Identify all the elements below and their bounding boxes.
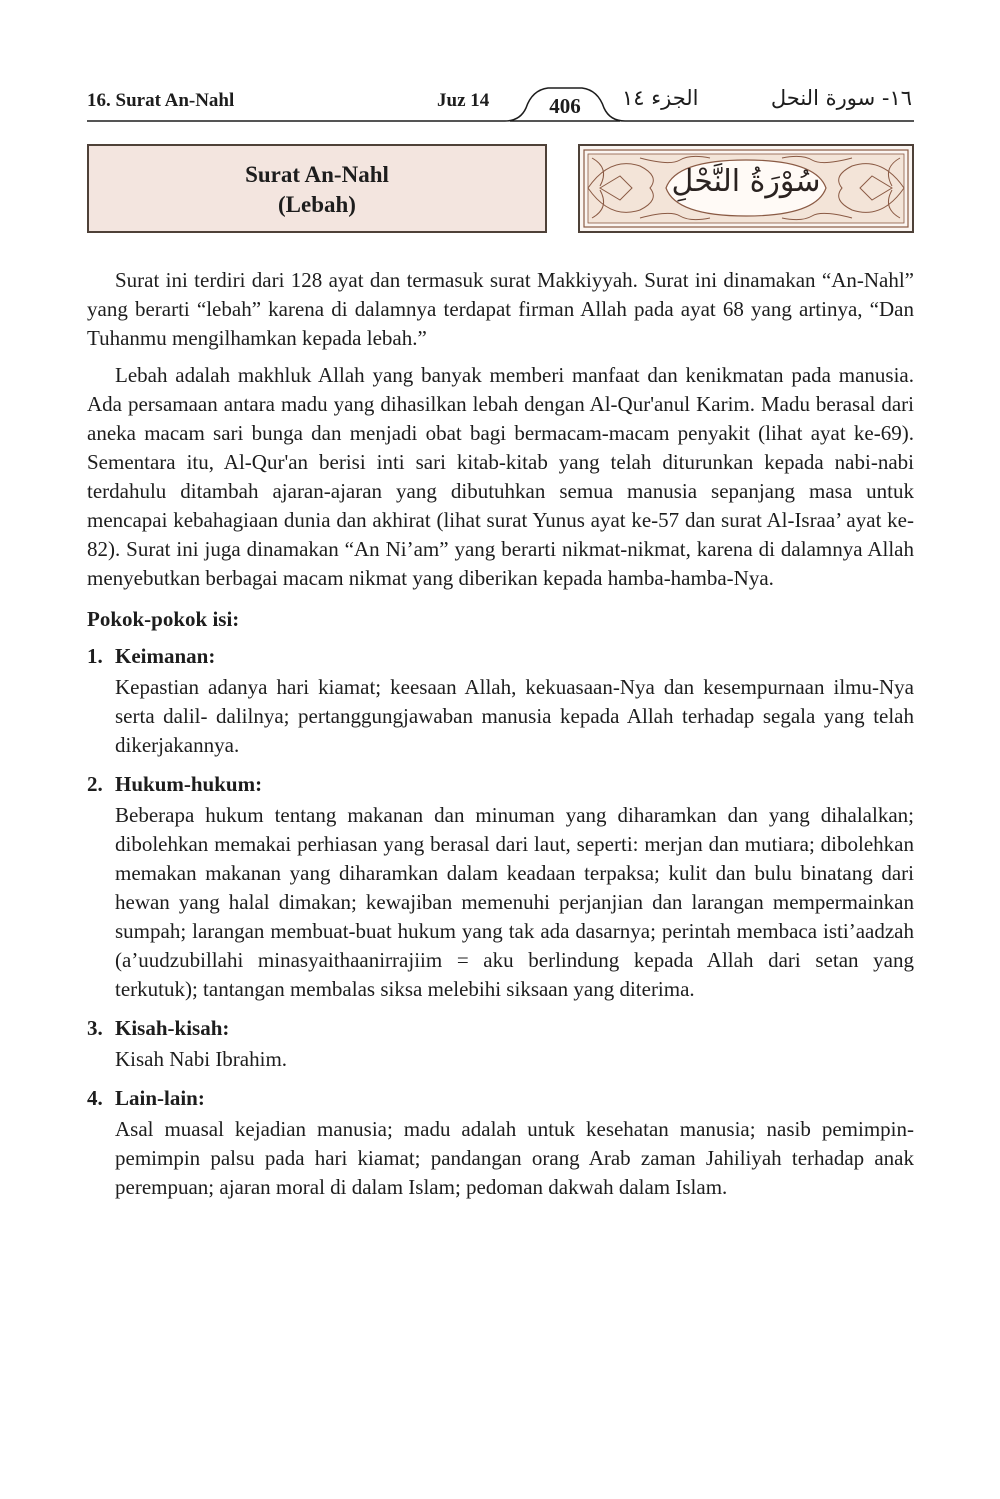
page-number: 406	[549, 94, 581, 118]
header-juz-latin: Juz 14	[437, 90, 490, 111]
list-item-body: Beberapa hukum tentang makanan dan minuman yang diharamkan dan yang dihalalkan; dibolehkan memakai perhiasan yang berasal dari laut, seperti: merjan dan mutiara; dibolehkan memakan makanan yang diharamkan dalam keadaan terpaksa; kulit dan bulu binatang dari hewan yang halal dimakan; kewajiban memenuhi perjanjian dan larangan mempermainkan sumpah; larangan membuat-buat hukum yang tak ada dasarnya; perintah membaca isti’aadzah (a’uudzubillahi minasyaithaanirrajiim = aku berlindung kepada Allah dari setan yang terkutuk); tantangan membalas siksa melebihi siksaan yang diterima.	[115, 803, 914, 1001]
list-item-number: 3.	[87, 1016, 103, 1040]
main-content	[87, 266, 914, 1212]
surah-title-box	[87, 144, 547, 233]
list-item-heading	[87, 642, 914, 671]
surah-ornament-frame	[578, 144, 914, 233]
surah-title-name: Surat An-Nahl	[245, 162, 389, 187]
list-item-title: Hukum-hukum:	[115, 772, 263, 796]
header-surah-latin: 16. Surat An-Nahl	[87, 90, 235, 111]
surah-title-meaning: (Lebah)	[278, 192, 356, 217]
list-item-number: 1.	[87, 644, 103, 668]
list-item-title: Keimanan:	[115, 644, 216, 668]
surah-arabic-calligraphy: سُوْرَةُ النَّحْلِ	[671, 164, 821, 199]
list-item-heading	[87, 1084, 914, 1113]
list-item-heading	[87, 1014, 914, 1043]
list-item-title: Kisah-kisah:	[115, 1016, 230, 1040]
intro-paragraph-1: Surat ini terdiri dari 128 ayat dan termasuk surat Makkiyyah. Surat ini dinamakan “An-Nahl” yang berarti “lebah” karena di dalamnya terdapat firman Allah pada ayat 68 yang artinya, “Dan Tuhanmu mengilhamkan kepada lebah.”	[87, 268, 914, 350]
list-item-body: Asal muasal kejadian manusia; madu adalah untuk kesehatan manusia; nasib pemimpin-pemimpin palsu pada hari kiamat; pandangan orang Arab zaman Jahiliyah terhadap anak perempuan; ajaran moral di dalam Islam; pedoman dakwah dalam Islam.	[115, 1117, 914, 1199]
intro-paragraph-2: Lebah adalah makhluk Allah yang banyak memberi manfaat dan kenikmatan pada manusia. Ada persamaan antara madu yang dihasilkan lebah dengan Al-Qur'anul Karim. Madu berasal dari aneka macam sari bunga dan menjadi obat bagi bermacam-macam penyakit (lihat ayat ke-69). Sementara itu, Al-Qur'an berisi inti sari kitab-kitab yang telah diturunkan kepada nabi-nabi terdahulu ditambah ajaran-ajaran yang dibutuhkan semua manusia sepanjang masa untuk mencapai kebahagiaan dunia dan akhirat (lihat surat Yunus ayat ke-57 dan surat Al-Israa’ ayat ke-82). Surat ini juga dinamakan “An Ni’am” yang berarti nikmat-nikmat, karena di dalamnya Allah menyebutkan berbagai macam nikmat yang diberikan kepada hamba-hamba-Nya.	[87, 363, 914, 590]
list-item-number: 2.	[87, 772, 103, 796]
list-item-body: Kisah Nabi Ibrahim.	[115, 1047, 288, 1071]
header-surah-arabic: ١٦- سورة النحل	[770, 86, 912, 110]
section-title: Pokok-pokok isi:	[87, 607, 240, 631]
list-item-title: Lain-lain:	[115, 1086, 205, 1110]
header-juz-arabic: الجزء ١٤	[622, 86, 699, 110]
list-item-body: Kepastian adanya hari kiamat; keesaan Allah, kekuasaan-Nya dan kesempurnaan ilmu-Nya serta dalil- dalilnya; pertanggungjawaban manusia kepada Allah terhadap segala yang telah dikerjakannya.	[115, 675, 914, 757]
list-item-number: 4.	[87, 1086, 103, 1110]
page-header	[0, 0, 1000, 130]
list-item-heading	[87, 770, 914, 799]
